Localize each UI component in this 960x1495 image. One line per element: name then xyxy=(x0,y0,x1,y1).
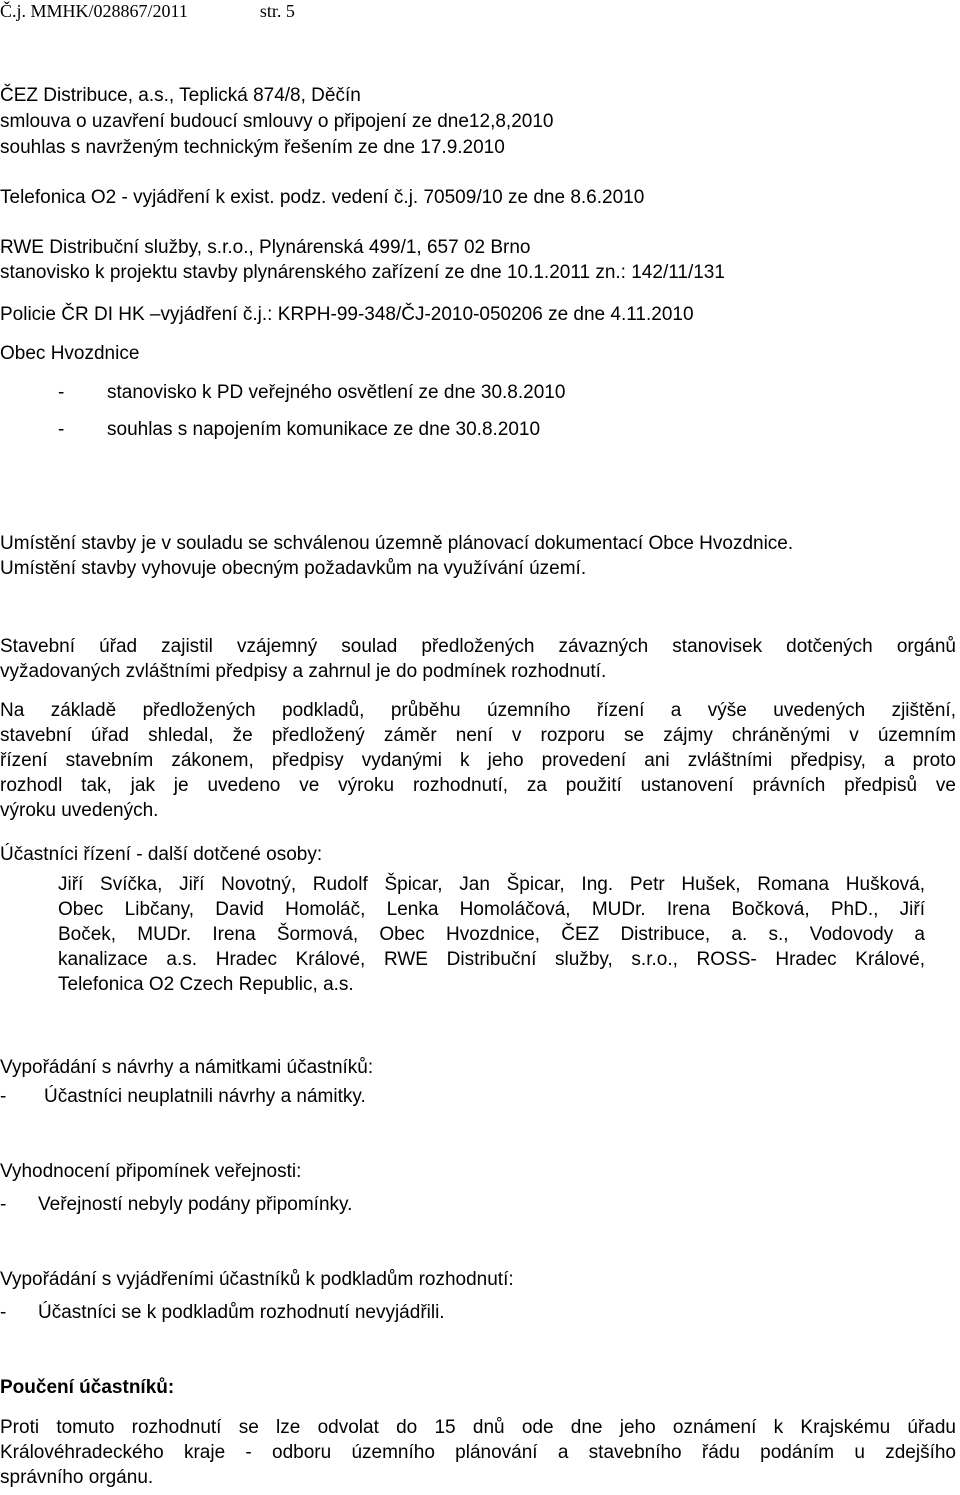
vyporadani-heading: Vypořádání s návrhy a námitkami účastníků: xyxy=(0,1057,374,1078)
list-dash: - xyxy=(0,1302,7,1323)
rwe-opinion: stanovisko k projektu stavby plynárenského zařízení ze dne 10.1.2011 zn.: 142/11/131 xyxy=(0,262,725,283)
paragraph-line: Stavební úřad zajistil vzájemný soulad předložených závazných stanovisek dotčených orgánů xyxy=(0,636,956,657)
cez-contract: smlouva o uzavření budoucí smlouvy o připojení ze dne12,8,2010 xyxy=(0,111,554,132)
vyhodnoceni-heading: Vyhodnocení připomínek veřejnosti: xyxy=(0,1161,302,1182)
vyhodnoceni-text: Veřejností nebyly podány připomínky. xyxy=(38,1194,353,1215)
vyporadani-item xyxy=(0,1085,366,1109)
rwe-address: RWE Distribuční služby, s.r.o., Plynárenská 499/1, 657 02 Brno xyxy=(0,237,531,258)
ucastnici-list xyxy=(58,873,925,998)
paragraph-line: Na základě předložených podkladů, průběhu územního řízení a výše uvedených zjištění, xyxy=(0,700,956,721)
reference-number: Č.j. MMHK/028867/2011 xyxy=(0,1,188,21)
paragraph-line: řízení stavebním zákonem, předpisy vydanými k jeho provedení ani zvláštními předpisy, a proto xyxy=(0,750,956,771)
paragraph-line: stavební úřad shledal, že předložený záměr není v rozporu se zájmy chráněnými v územním xyxy=(0,725,956,746)
participants-line: kanalizace a.s. Hradec Králové, RWE Distribuční služby, s.r.o., ROSS- Hradec Králové, xyxy=(58,949,925,970)
paragraph-line: Královéhradeckého kraje - odboru územního plánování a stavebního řádu podáním u zdejšího xyxy=(0,1442,956,1463)
police-statement: Policie ČR DI HK –vyjádření č.j.: KRPH-99-348/ČJ-2010-050206 ze dne 4.11.2010 xyxy=(0,304,694,325)
participants-line: Jiří Svíčka, Jiří Novotný, Rudolf Špicar, Jan Špicar, Ing. Petr Hušek, Romana Hušková, xyxy=(58,874,925,895)
cez-address: ČEZ Distribuce, a.s., Teplická 874/8, Děčín xyxy=(0,85,361,106)
vyporadani-text: Účastníci neuplatnili návrhy a námitky. xyxy=(44,1086,366,1107)
obec-title: Obec Hvozdnice xyxy=(0,343,140,364)
telefonica-statement: Telefonica O2 - vyjádření k exist. podz. vedení č.j. 70509/10 ze dne 8.6.2010 xyxy=(0,187,645,208)
page-header xyxy=(0,0,295,22)
list-dash: - xyxy=(58,419,65,440)
participants-line: Obec Libčany, David Homoláč, Lenka Homoláčová, MUDr. Irena Bočková, PhD., Jiří xyxy=(58,899,925,920)
obec-item xyxy=(58,418,540,442)
umisteni-line: Umístění stavby je v souladu se schválenou územně plánovací dokumentací Obce Hvozdnice. xyxy=(0,533,794,554)
participants-line: Boček, MUDr. Irena Šormová, Obec Hvozdnice, ČEZ Distribuce, a. s., Vodovody a xyxy=(58,924,925,945)
paragraph-line: Proti tomuto rozhodnutí se lze odvolat do 15 dnů ode dne jeho oznámení k Krajskému úřadu xyxy=(0,1417,956,1438)
cez-consent: souhlas s navrženým technickým řešením ze dne 17.9.2010 xyxy=(0,137,505,158)
page-number: str. 5 xyxy=(259,1,295,21)
list-dash: - xyxy=(0,1086,7,1107)
pouceni-paragraph xyxy=(0,1416,956,1491)
vyhodnoceni-item xyxy=(0,1193,352,1217)
paragraph-line: správního orgánu. xyxy=(0,1467,154,1488)
vyjadreni-heading: Vypořádání s vyjádřeními účastníků k podkladům rozhodnutí: xyxy=(0,1269,514,1290)
pouceni-heading: Poučení účastníků: xyxy=(0,1377,175,1398)
paragraph-line: vyžadovaných zvláštními předpisy a zahrnul je do podmínek rozhodnutí. xyxy=(0,661,607,682)
soulad-paragraph xyxy=(0,635,956,685)
obec-item xyxy=(58,381,565,405)
zaklad-paragraph xyxy=(0,699,956,824)
paragraph-line: rozhodl tak, jak je uvedeno ve výroku rozhodnutí, za použití ustanovení právních předpisů ve xyxy=(0,775,956,796)
participants-line: Telefonica O2 Czech Republic, a.s. xyxy=(58,974,354,995)
list-dash: - xyxy=(0,1194,7,1215)
vyjadreni-item xyxy=(0,1301,445,1325)
obec-item-text: souhlas s napojením komunikace ze dne 30.8.2010 xyxy=(107,419,541,440)
obec-item-text: stanovisko k PD veřejného osvětlení ze dne 30.8.2010 xyxy=(107,382,566,403)
ucastnici-heading: Účastníci řízení - další dotčené osoby: xyxy=(0,844,323,865)
vyjadreni-text: Účastníci se k podkladům rozhodnutí nevyjádřili. xyxy=(38,1302,445,1323)
umisteni-line: Umístění stavby vyhovuje obecným požadavkům na využívání území. xyxy=(0,558,587,579)
paragraph-line: výroku uvedených. xyxy=(0,800,159,821)
list-dash: - xyxy=(58,382,65,403)
